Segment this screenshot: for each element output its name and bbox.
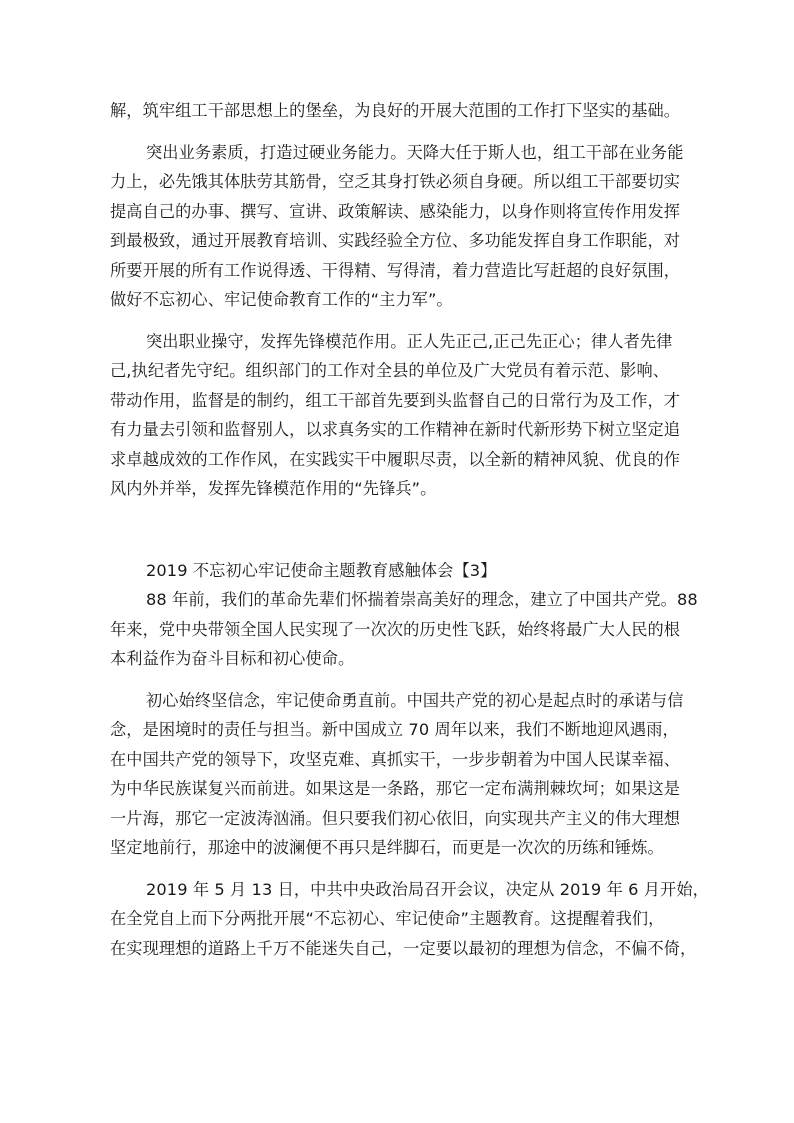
text-line: 提高自己的办事、撰写、宣讲、政策解读、感染能力，以身作则将宣传作用发挥 [110,201,681,221]
text-line: 求卓越成效的工作作风，在实践实干中履职尽责，以全新的精神风貌、优良的作 [110,449,681,469]
paragraph-original-aspiration [110,686,688,863]
paragraph-88-years [110,585,698,674]
text-line: 在中国共产党的领导下，攻坚克难、真抓实干，一步步朝着为中国人民谋幸福、 [110,749,681,769]
text-line: 一片海，那它一定波涛汹涌。但只要我们初心依旧，向实现共产主义的伟大理想 [110,808,681,828]
text-line: 为中华民族谋复兴而前进。如果这是一条路，那它一定布满荆棘坎坷；如果这是 [110,779,681,798]
text-line: 念，是困境时的责任与担当。新中国成立 70 周年以来，我们不断地迎风遇雨， [110,720,679,739]
paragraph-continuation [110,96,688,126]
text-line: 做好不忘初心、牢记使命教育工作的“主力军”。 [110,290,453,309]
text-line: 风内外并举，发挥先锋模范作用的“先锋兵”。 [110,479,437,498]
text-line: 在实现理想的道路上千万不能迷失自己，一定要以最初的理想为信念，不偏不倚， [110,938,697,958]
document-body [110,96,709,963]
text-line: 有力量去引领和监督别人，以求真务实的工作精神在新时代新形势下树立坚定追 [110,420,681,439]
paragraph-professional-ethics [110,327,688,504]
text-line: 年来，党中央带领全国人民实现了一次次的历史性飞跃，始终将最广大人民的根 [110,619,681,639]
text-line: 突出职业操守，发挥先锋模范作用。正人先正己,正己先正心；律人者先律 [146,331,673,351]
heading-text: 2019 不忘初心牢记使命主题教育感触体会【3】 [146,560,497,580]
text-line: 在全党自上而下分两批开展“不忘初心、牢记使命”主题教育。这提醒着我们， [110,909,665,928]
text-line: 坚定地前行，那途中的波澜便不再只是绊脚石，而更是一次次的历练和锤炼。 [110,838,664,857]
text-line: 所要开展的所有工作说得透、干得精、写得清，着力营造比写赶超的良好氛围， [110,260,681,280]
text-line: 突出业务素质，打造过硬业务能力。天降大任于斯人也，组工干部在业务能 [146,142,684,162]
text-line: 初心始终坚信念，牢记使命勇直前。中国共产党的初心是起点时的承诺与信 [146,690,684,710]
text-line: 2019 年 5 月 13 日，中共中央政治局召开会议，决定从 2019 年 6 月开始， [146,879,709,899]
text-line: 88 年前，我们的革命先辈们怀揣着崇高美好的理念，建立了中国共产党。88 [146,590,698,609]
text-line: 本利益作为奋斗目标和初心使命。 [110,649,355,668]
paragraph-business-ability [110,138,688,315]
paragraph-may-13 [110,875,709,964]
text-line: 到最极致，通过开展教育培训、实践经验全方位、多功能发挥自身工作职能，对 [110,231,681,250]
text-line: 力上，必先饿其体肤劳其筋骨，空乏其身打铁必须自身硬。所以组工干部要切实 [110,172,681,191]
text-line: 带动作用，监督是的制约，组工干部首先要到头监督自己的日常行为及工作，才 [110,390,681,410]
section-heading [110,556,688,586]
text-line: 解，筑牢组工干部思想上的堡垒，为良好的开展大范围的工作打下坚实的基础。 [110,101,681,120]
text-line: 己,执纪者先守纪。组织部门的工作对全县的单位及广大党员有着示范、影响、 [110,361,670,380]
